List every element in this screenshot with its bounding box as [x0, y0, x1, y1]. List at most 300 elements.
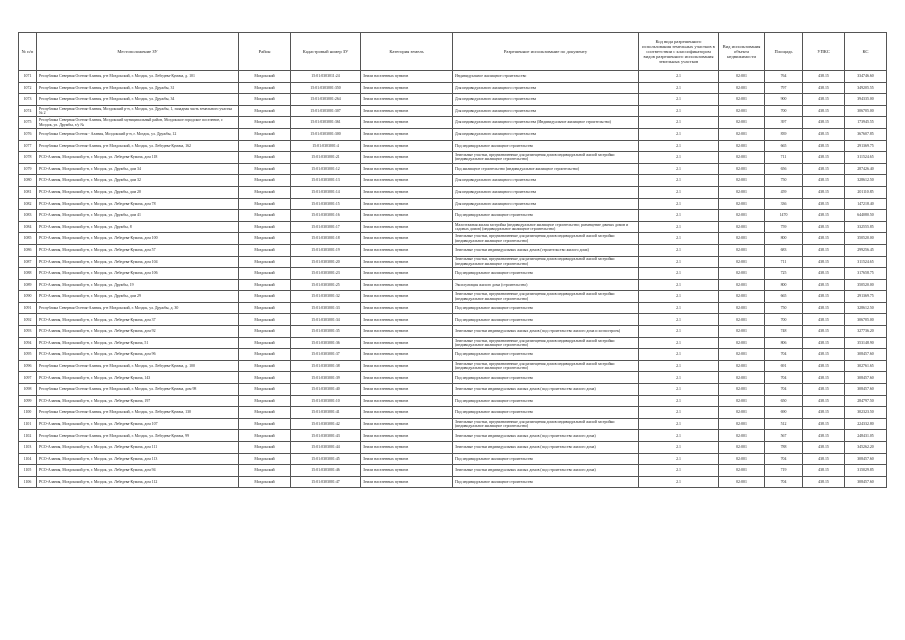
row-upks: 438.15: [803, 175, 845, 187]
land-registry-table: [18, 32, 887, 488]
row-use-code: 2.1: [639, 140, 719, 152]
row-actual-use: 02:001: [719, 291, 765, 303]
row-permitted-use: Земельные участки, предназначенные для размещения домов индивидуальной жилой застройки (индивидуальное жилищное строительство): [453, 291, 639, 303]
row-cadastral-number: 15:01:0303001:15: [291, 198, 361, 210]
row-actual-use: 02:001: [719, 372, 765, 384]
row-ks: 311524.65: [845, 152, 887, 164]
row-location: Республика Северная Осетия-Алания, р-н Моздокский, г. Моздок, ул. Лебедева-Кумача, 130: [37, 407, 239, 419]
row-upks: 438.15: [803, 384, 845, 396]
row-actual-use: 02:001: [719, 465, 765, 477]
table-row: [19, 279, 887, 291]
row-district: Моздокский: [239, 221, 291, 233]
row-location: РСО-Алания, Моздокский р-н, г. Моздок, ул. Дружбы, дом 34: [37, 163, 239, 175]
row-location: РСО-Алания, Моздокский р-н, г. Моздок, ул. Лебедева-Кумача, 197: [37, 395, 239, 407]
row-district: Моздокский: [239, 163, 291, 175]
row-number: 1102: [19, 430, 37, 442]
row-district: Моздокский: [239, 140, 291, 152]
row-area: 797: [765, 82, 803, 94]
row-location: РСО-Алания, Моздокский р-н, г. Моздок, ул. Лебедева-Кумача, дом 94: [37, 465, 239, 477]
table-row: [19, 256, 887, 268]
row-land-category: Земли населенных пунктов: [361, 140, 453, 152]
row-upks: 438.15: [803, 82, 845, 94]
row-location: РСО-Алания, Моздокский р-н, г. Моздок, ул. Лебедева-Кумача, 143: [37, 372, 239, 384]
row-actual-use: 02:001: [719, 268, 765, 280]
row-upks: 438.15: [803, 337, 845, 349]
row-cadastral-number: 15:01:0303001:42: [291, 418, 361, 430]
row-use-code: 2.1: [639, 210, 719, 222]
row-ks: 173945.55: [845, 117, 887, 129]
row-location: Республика Северная Осетия-Алания, р-н Моздокский, г. Моздок, ул. Лебедева-Кумача, д. 101: [37, 71, 239, 83]
row-ks: 350520.00: [845, 279, 887, 291]
row-land-category: Земли населенных пунктов: [361, 268, 453, 280]
row-cadastral-number: 15:01:0303001:38: [291, 360, 361, 372]
row-upks: 438.15: [803, 360, 845, 372]
row-area: 759: [765, 221, 803, 233]
row-number: 1105: [19, 465, 37, 477]
row-land-category: Земли населенных пунктов: [361, 395, 453, 407]
row-upks: 438.15: [803, 349, 845, 361]
row-upks: 438.15: [803, 291, 845, 303]
row-upks: 438.15: [803, 302, 845, 314]
row-permitted-use: Для индивидуального жилищного строительства: [453, 186, 639, 198]
row-location: РСО-Алания, Моздокский р-н, г. Моздок, ул. Лебедева-Кумача, дом 107: [37, 418, 239, 430]
row-district: Моздокский: [239, 326, 291, 338]
row-district: Моздокский: [239, 128, 291, 140]
row-actual-use: 02:001: [719, 117, 765, 129]
row-location: Республика Северная Осетия - Алания, Моздокский р-н, г. Моздок, ул. Дружбы, 12: [37, 128, 239, 140]
row-area: 748: [765, 326, 803, 338]
row-number: 1096: [19, 360, 37, 372]
row-land-category: Земли населенных пунктов: [361, 71, 453, 83]
row-land-category: Земли населенных пунктов: [361, 175, 453, 187]
table-row: [19, 407, 887, 419]
row-use-code: 2.1: [639, 372, 719, 384]
row-area: 800: [765, 279, 803, 291]
row-cadastral-number: 15:01:0303001:34: [291, 314, 361, 326]
row-use-code: 2.1: [639, 453, 719, 465]
row-upks: 438.15: [803, 395, 845, 407]
row-area: 512: [765, 418, 803, 430]
table-row: [19, 360, 887, 372]
table-row: [19, 291, 887, 303]
row-number: 1077: [19, 140, 37, 152]
row-upks: 438.15: [803, 128, 845, 140]
row-use-code: 2.1: [639, 279, 719, 291]
row-ks: 332555.85: [845, 221, 887, 233]
row-use-code: 2.1: [639, 152, 719, 164]
row-land-category: Земли населенных пунктов: [361, 105, 453, 117]
row-number: 1100: [19, 407, 37, 419]
row-actual-use: 02:001: [719, 453, 765, 465]
table-row: [19, 372, 887, 384]
row-number: 1080: [19, 175, 37, 187]
header-district: Район: [239, 33, 291, 71]
row-cadastral-number: 15:01:0303001:36: [291, 337, 361, 349]
row-number: 1091: [19, 302, 37, 314]
row-use-code: 2.1: [639, 395, 719, 407]
row-location: Республика Северная Осетия-Алания, р-н Моздокский, г. Моздок, ул. Дружбы, 31: [37, 82, 239, 94]
row-district: Моздокский: [239, 175, 291, 187]
row-district: Моздокский: [239, 407, 291, 419]
table-row: [19, 430, 887, 442]
row-use-code: 2.1: [639, 268, 719, 280]
row-number: 1092: [19, 314, 37, 326]
row-ks: 644080.50: [845, 210, 887, 222]
row-upks: 438.15: [803, 152, 845, 164]
row-number: 1071: [19, 71, 37, 83]
row-actual-use: 02:001: [719, 233, 765, 245]
row-permitted-use: Земельные участки индивидуальных жилых домов (под строительство жилого дома): [453, 442, 639, 454]
row-cadastral-number: 15:01:0303001:32: [291, 291, 361, 303]
row-use-code: 2.1: [639, 71, 719, 83]
row-permitted-use: Земельные участки индивидуальных жилых домов (под строительство жилого дома): [453, 384, 639, 396]
row-permitted-use: Земельные участки, предназначенные для размещения домов индивидуальной жилой застройки (индивидуальное жилищное строительство): [453, 152, 639, 164]
row-location: Республика Северная Осетия-Алания, Моздокский муниципальный район, Моздокское городское поселение, г. Моздок, ул. Дружбы, з/у №: [37, 117, 239, 129]
row-district: Моздокский: [239, 105, 291, 117]
row-ks: 308457.60: [845, 476, 887, 488]
row-use-code: 2.1: [639, 198, 719, 210]
row-area: 1470: [765, 210, 803, 222]
row-actual-use: 02:001: [719, 395, 765, 407]
table-row: [19, 210, 887, 222]
row-cadastral-number: 15:01:0303001:17: [291, 221, 361, 233]
row-area: 650: [765, 395, 803, 407]
row-cadastral-number: 15:01:0303001:44: [291, 442, 361, 454]
row-number: 1085: [19, 233, 37, 245]
row-upks: 438.15: [803, 268, 845, 280]
row-ks: 328612.50: [845, 175, 887, 187]
table-row: [19, 221, 887, 233]
row-area: 704: [765, 453, 803, 465]
row-permitted-use: Для индивидуального жилищного строительства: [453, 105, 639, 117]
row-land-category: Земли населенных пунктов: [361, 186, 453, 198]
row-cadastral-number: 15:01:0303001:10: [291, 395, 361, 407]
row-actual-use: 02:001: [719, 442, 765, 454]
row-land-category: Земли населенных пунктов: [361, 407, 453, 419]
table-row: [19, 152, 887, 164]
row-cadastral-number: 15:01:0303001:37: [291, 349, 361, 361]
table-row: [19, 82, 887, 94]
row-use-code: 2.1: [639, 407, 719, 419]
row-permitted-use: Под индивидуальное жилищное строительство: [453, 476, 639, 488]
row-district: Моздокский: [239, 291, 291, 303]
row-upks: 438.15: [803, 372, 845, 384]
table-row: [19, 71, 887, 83]
table-row: [19, 395, 887, 407]
row-land-category: Земли населенных пунктов: [361, 233, 453, 245]
row-number: 1078: [19, 152, 37, 164]
row-use-code: 2.1: [639, 418, 719, 430]
row-location: Республика Северная Осетия-Алания, р-н Моздокский, г. Моздок, ул. Дружбы, 34: [37, 94, 239, 106]
row-land-category: Земли населенных пунктов: [361, 418, 453, 430]
row-cadastral-number: 15:01:0303001:45: [291, 453, 361, 465]
row-location: РСО-Алания, Моздокский р-н, г. Моздок, ул. Дружбы, 8: [37, 221, 239, 233]
row-district: Моздокский: [239, 94, 291, 106]
row-number: 1084: [19, 221, 37, 233]
table-row: [19, 302, 887, 314]
row-area: 711: [765, 152, 803, 164]
row-district: Моздокский: [239, 442, 291, 454]
row-cadastral-number: 15:01:0303001:13: [291, 175, 361, 187]
header-location: Местоположение ЗУ: [37, 33, 239, 71]
row-district: Моздокский: [239, 395, 291, 407]
row-permitted-use: Под индивидуальное жилищное строительство: [453, 372, 639, 384]
row-use-code: 2.1: [639, 82, 719, 94]
row-cadastral-number: 15:01:0303001:46: [291, 465, 361, 477]
row-number: 1079: [19, 163, 37, 175]
row-use-code: 2.1: [639, 175, 719, 187]
row-area: 711: [765, 256, 803, 268]
row-actual-use: 02:001: [719, 418, 765, 430]
row-land-category: Земли населенных пунктов: [361, 291, 453, 303]
row-land-category: Земли населенных пунктов: [361, 163, 453, 175]
row-ks: 302761.65: [845, 360, 887, 372]
row-area: 806: [765, 337, 803, 349]
row-district: Моздокский: [239, 233, 291, 245]
row-use-code: 2.1: [639, 476, 719, 488]
row-actual-use: 02:001: [719, 105, 765, 117]
row-permitted-use: Земельные участки, предназначенные для размещения домов индивидуальной жилой застройки (индивидуальное жилищное строительство): [453, 337, 639, 349]
row-cadastral-number: 15:01:0303001:14: [291, 186, 361, 198]
row-permitted-use: Малоэтажная жилая застройка (индивидуальное жилищное строительство; размещение дачных домов и садовых домов) (индивидуальное жилищное строительство): [453, 221, 639, 233]
row-upks: 438.15: [803, 256, 845, 268]
row-ks: 367607.85: [845, 128, 887, 140]
row-district: Моздокский: [239, 279, 291, 291]
row-upks: 438.15: [803, 476, 845, 488]
row-actual-use: 02:001: [719, 279, 765, 291]
row-actual-use: 02:001: [719, 186, 765, 198]
row-upks: 438.15: [803, 94, 845, 106]
row-district: Моздокский: [239, 314, 291, 326]
row-use-code: 2.1: [639, 221, 719, 233]
row-land-category: Земли населенных пунктов: [361, 302, 453, 314]
row-cadastral-number: 15:01:0303001:300: [291, 128, 361, 140]
row-permitted-use: Под индивидуальное жилищное строительство: [453, 302, 639, 314]
row-ks: 201110.85: [845, 186, 887, 198]
row-actual-use: 02:001: [719, 326, 765, 338]
row-cadastral-number: 15:01:0303001:41: [291, 407, 361, 419]
row-location: Республика Северная Осетия-Алания, р-н Моздокский, г. Моздок, ул. Лебедева-Кумача, дом 98: [37, 384, 239, 396]
row-location: Республика Северная Осетия-Алания, р-н Моздокский, г. Моздок, ул. Лебедева-Кумача, д. 100: [37, 360, 239, 372]
row-cadastral-number: 15:01:0303001:361: [291, 117, 361, 129]
row-upks: 438.15: [803, 314, 845, 326]
row-upks: 438.15: [803, 163, 845, 175]
row-area: 700: [765, 314, 803, 326]
row-area: 691: [765, 360, 803, 372]
row-area: 839: [765, 128, 803, 140]
row-permitted-use: Под индивидуальное жилищное строительство: [453, 349, 639, 361]
header-permitted-use: Разрешенное использование по документу: [453, 33, 639, 71]
row-land-category: Земли населенных пунктов: [361, 476, 453, 488]
row-use-code: 2.1: [639, 302, 719, 314]
row-ks: 284797.50: [845, 395, 887, 407]
row-location: РСО-Алания, Моздокский р-н, г. Моздок, ул. Лебедева-Кумача, дом 92: [37, 326, 239, 338]
row-location: Республика Северная Осетия-Алания, р-н Моздокский, г. Моздок, ул. Дружбы, д. 30: [37, 302, 239, 314]
row-actual-use: 02:001: [719, 360, 765, 372]
row-cadastral-number: 15:01:0303001:25: [291, 279, 361, 291]
row-permitted-use: Под индивидуальное жилищное строительство: [453, 140, 639, 152]
row-number: 1103: [19, 442, 37, 454]
row-cadastral-number: 15:01:0303001:264: [291, 94, 361, 106]
row-land-category: Земли населенных пунктов: [361, 198, 453, 210]
row-upks: 438.15: [803, 430, 845, 442]
row-use-code: 2.1: [639, 314, 719, 326]
table-row: [19, 233, 887, 245]
row-ks: 306705.00: [845, 105, 887, 117]
row-actual-use: 02:001: [719, 349, 765, 361]
row-actual-use: 02:001: [719, 256, 765, 268]
row-district: Моздокский: [239, 476, 291, 488]
row-district: Моздокский: [239, 418, 291, 430]
header-cadastral-number: Кадастровый номер ЗУ: [291, 33, 361, 71]
row-actual-use: 02:001: [719, 94, 765, 106]
header-land-category: Категория земель: [361, 33, 453, 71]
row-number: 1095: [19, 349, 37, 361]
row-district: Моздокский: [239, 453, 291, 465]
row-district: Моздокский: [239, 349, 291, 361]
row-district: Моздокский: [239, 186, 291, 198]
row-actual-use: 02:001: [719, 221, 765, 233]
table-row: [19, 198, 887, 210]
row-permitted-use: Под индивидуальное жилищное строительство: [453, 268, 639, 280]
row-ks: 248431.05: [845, 430, 887, 442]
row-area: 704: [765, 476, 803, 488]
row-permitted-use: Для индивидуального жилищного строительства: [453, 94, 639, 106]
row-use-code: 2.1: [639, 105, 719, 117]
table-row: [19, 476, 887, 488]
row-actual-use: 02:001: [719, 82, 765, 94]
row-land-category: Земли населенных пунктов: [361, 256, 453, 268]
row-cadastral-number: 15:01:0303001:20: [291, 256, 361, 268]
row-number: 1083: [19, 210, 37, 222]
row-ks: 334746.60: [845, 71, 887, 83]
row-district: Моздокский: [239, 198, 291, 210]
table-row: [19, 465, 887, 477]
row-location: РСО-Алания, Моздокский р-н, г. Моздок, ул. Дружбы, дом 29: [37, 291, 239, 303]
row-ks: 302323.50: [845, 407, 887, 419]
row-permitted-use: Земельные участки индивидуальных жилых домов (под строительство жилого дома): [453, 430, 639, 442]
row-location: РСО-Алания, Моздокский р-н, г. Моздок, ул. Лебедева-Кумача, дом 96: [37, 349, 239, 361]
row-location: РСО-Алания, Моздокский р-н, г. Моздок, ул. Лебедева-Кумача, дом 100: [37, 233, 239, 245]
row-district: Моздокский: [239, 384, 291, 396]
table-row: [19, 349, 887, 361]
row-land-category: Земли населенных пунктов: [361, 349, 453, 361]
row-land-category: Земли населенных пунктов: [361, 117, 453, 129]
table-body: [19, 71, 887, 488]
row-number: 1106: [19, 476, 37, 488]
row-cadastral-number: 15:01:0303001:47: [291, 476, 361, 488]
table-row: [19, 186, 887, 198]
row-permitted-use: Земельные участки, предназначенные для размещения домов индивидуальной жилой застройки (индивидуальное жилищное строительство): [453, 256, 639, 268]
row-cadastral-number: 15:01:0303011:24: [291, 71, 361, 83]
row-actual-use: 02:001: [719, 302, 765, 314]
row-permitted-use: Под индивидуальное жилищное строительство: [453, 407, 639, 419]
row-cadastral-number: 15:01:0303001:12: [291, 163, 361, 175]
row-ks: 308457.60: [845, 384, 887, 396]
row-district: Моздокский: [239, 360, 291, 372]
row-ks: 327736.20: [845, 326, 887, 338]
row-actual-use: 02:001: [719, 152, 765, 164]
row-land-category: Земли населенных пунктов: [361, 152, 453, 164]
row-district: Моздокский: [239, 152, 291, 164]
row-location: РСО-Алания, Моздокский р-н, г. Моздок, ул. Лебедева-Кумача, дом 57: [37, 244, 239, 256]
row-land-category: Земли населенных пунктов: [361, 430, 453, 442]
row-ks: 291369.75: [845, 291, 887, 303]
row-area: 567: [765, 430, 803, 442]
row-location: Республика Северная Осетия-Алания, Моздокский р-н, г. Моздок, ул. Дружбы, 1, западная часть земельного участка № 2: [37, 105, 239, 117]
row-district: Моздокский: [239, 465, 291, 477]
row-number: 1082: [19, 198, 37, 210]
table-row: [19, 337, 887, 349]
row-number: 1098: [19, 384, 37, 396]
table-row: [19, 453, 887, 465]
row-actual-use: 02:001: [719, 163, 765, 175]
row-land-category: Земли населенных пунктов: [361, 244, 453, 256]
row-land-category: Земли населенных пунктов: [361, 360, 453, 372]
row-district: Моздокский: [239, 117, 291, 129]
row-cadastral-number: 15:01:0303001:39: [291, 372, 361, 384]
row-upks: 438.15: [803, 244, 845, 256]
row-cadastral-number: 15:01:0303001:16: [291, 210, 361, 222]
table-row: [19, 314, 887, 326]
row-permitted-use: Для индивидуального жилищного строительства: [453, 82, 639, 94]
row-number: 1072: [19, 82, 37, 94]
row-permitted-use: Под индивидуальное жилищное строительство: [453, 453, 639, 465]
table-row: [19, 105, 887, 117]
row-use-code: 2.1: [639, 430, 719, 442]
row-permitted-use: Для индивидуального жилищного строительства (Индивидуальное жилищное строительство): [453, 117, 639, 129]
row-use-code: 2.1: [639, 163, 719, 175]
row-location: РСО-Алания, Моздокский р-н, г. Моздок, ул. Дружбы, дом 32: [37, 175, 239, 187]
row-location: РСО-Алания, Моздокский р-н, г. Моздок, ул. Лебедева-Кумача, 51: [37, 337, 239, 349]
row-permitted-use: Под индивидуальное жилищное строительство: [453, 395, 639, 407]
row-permitted-use: Земельные участки индивидуальных жилых домов (под строительство жилого дома и хозпостроек): [453, 326, 639, 338]
row-upks: 438.15: [803, 210, 845, 222]
row-number: 1094: [19, 337, 37, 349]
row-permitted-use: Для индивидуального жилищного строительства: [453, 128, 639, 140]
row-area: 750: [765, 175, 803, 187]
row-district: Моздокский: [239, 372, 291, 384]
row-permitted-use: Под жилищное строительство (индивидуальное жилищное строительство): [453, 163, 639, 175]
row-district: Моздокский: [239, 256, 291, 268]
row-upks: 438.15: [803, 198, 845, 210]
row-location: РСО-Алания, Моздокский р-н, г. Моздок, ул. Лебедева-Кумача, дом 111: [37, 442, 239, 454]
row-use-code: 2.1: [639, 291, 719, 303]
table-row: [19, 268, 887, 280]
row-use-code: 2.1: [639, 94, 719, 106]
row-permitted-use: Индивидуальное жилищное строительство: [453, 71, 639, 83]
row-land-category: Земли населенных пунктов: [361, 314, 453, 326]
row-actual-use: 02:001: [719, 128, 765, 140]
row-number: 1074: [19, 105, 37, 117]
row-cadastral-number: 15:01:0303001:43: [291, 430, 361, 442]
table-row: [19, 384, 887, 396]
row-district: Моздокский: [239, 302, 291, 314]
row-land-category: Земли населенных пунктов: [361, 442, 453, 454]
row-use-code: 2.1: [639, 337, 719, 349]
row-cadastral-number: 15:01:0303001:4: [291, 140, 361, 152]
row-use-code: 2.1: [639, 186, 719, 198]
row-use-code: 2.1: [639, 349, 719, 361]
header-use-code: Код вида разрешенного использования земельных участков в соответствии с классификатором видов разрешенного использования земельных участков: [639, 33, 719, 71]
row-permitted-use: Земельные участки индивидуальных жилых домов (строительство жилого дома): [453, 244, 639, 256]
row-district: Моздокский: [239, 337, 291, 349]
row-permitted-use: Земельные участки, предназначенные для размещения домов индивидуальной жилой застройки (индивидуальное жилищное строительство): [453, 418, 639, 430]
row-use-code: 2.1: [639, 442, 719, 454]
row-land-category: Земли населенных пунктов: [361, 279, 453, 291]
row-ks: 328612.50: [845, 302, 887, 314]
row-area: 336: [765, 198, 803, 210]
